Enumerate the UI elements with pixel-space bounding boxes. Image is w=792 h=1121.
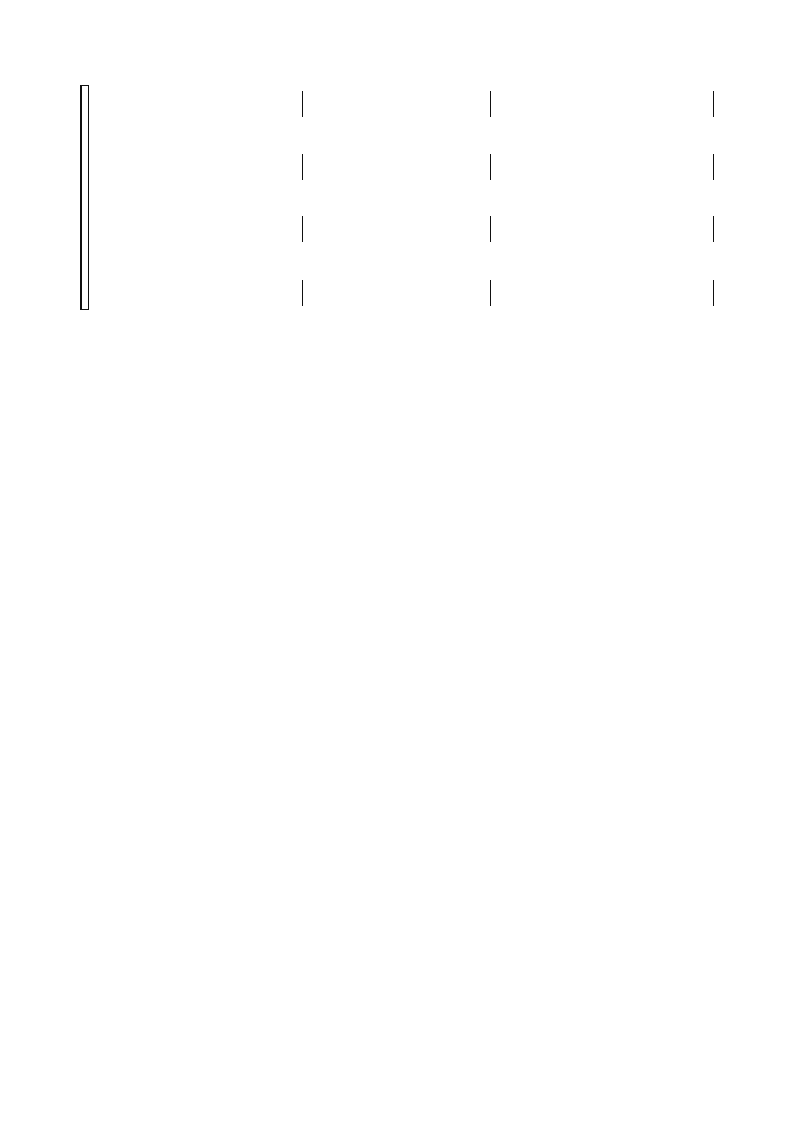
- barline: [490, 91, 491, 117]
- barline: [713, 216, 714, 242]
- barline: [302, 216, 303, 242]
- bracket-top: [80, 85, 88, 86]
- bracket-bottom: [80, 309, 88, 310]
- barline: [302, 154, 303, 180]
- barline: [713, 280, 714, 306]
- system-bracket: [80, 85, 82, 310]
- barline: [713, 154, 714, 180]
- system-line: [88, 85, 89, 310]
- barline: [490, 154, 491, 180]
- barline: [302, 280, 303, 306]
- barline: [713, 91, 714, 117]
- barline: [490, 280, 491, 306]
- barline: [302, 91, 303, 117]
- barline: [490, 216, 491, 242]
